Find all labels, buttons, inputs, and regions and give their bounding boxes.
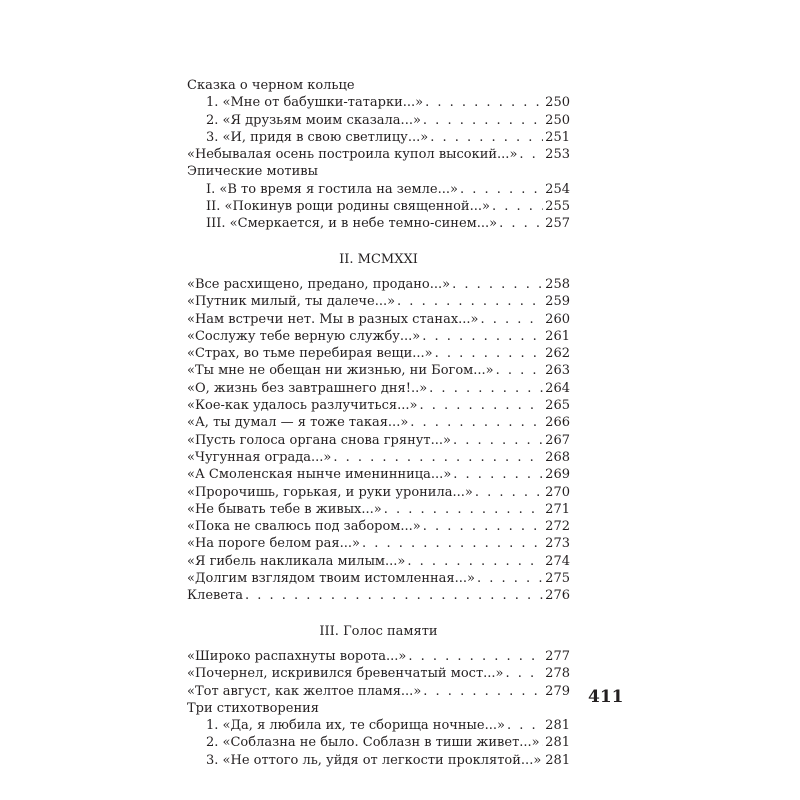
dot-leader (423, 683, 543, 700)
entry-page: 264 (545, 380, 570, 396)
toc-entry (187, 484, 570, 501)
entry-title: 1. «Да, я любила их, те сборища ночные...» (206, 718, 505, 734)
toc-entry (187, 535, 570, 552)
dot-leader (362, 535, 543, 552)
toc-entry (187, 345, 570, 362)
entry-title: «На пороге белом рая...» (187, 536, 360, 552)
dot-leader (423, 518, 543, 535)
entry-title: «Почернел, искривился бревенчатый мост...» (187, 666, 504, 682)
dot-leader (519, 146, 543, 163)
entry-title: 3. «Не оттого ль, уйдя от легкости проклятой...» (206, 752, 542, 768)
dot-leader (481, 311, 544, 328)
entry-title: III. «Смеркается, и в небе темно-синем...» (206, 216, 498, 232)
toc-entry (187, 717, 570, 734)
entry-title: «А, ты думал — я тоже такая...» (187, 415, 409, 431)
section-title: III. Голос памяти (319, 623, 438, 639)
toc-entry (187, 414, 570, 431)
dot-leader (505, 665, 543, 682)
dot-leader (423, 112, 543, 129)
entry-title: «Долгим взглядом твоим истомленная...» (187, 571, 475, 587)
page-number: 411 (588, 687, 624, 707)
entry-title: «Нам встречи нет. Мы в разных станах...» (187, 311, 479, 327)
entry-page: 253 (545, 147, 570, 163)
toc-entry (187, 276, 570, 293)
toc-entry (187, 665, 570, 682)
toc-entry (187, 683, 570, 700)
section-title: II. MCMXXI (339, 251, 418, 267)
entry-title: I. «В то время я гостила на земле...» (206, 181, 458, 197)
entry-page: 255 (545, 199, 570, 215)
toc-heading: Три стихотворения (187, 700, 319, 716)
dot-leader (407, 553, 543, 570)
dot-leader (425, 94, 543, 111)
toc-entry (187, 146, 570, 163)
dot-leader (453, 432, 543, 449)
dot-leader (492, 198, 543, 215)
entry-page: 271 (545, 501, 570, 517)
dot-leader (422, 328, 543, 345)
entry-page: 262 (545, 346, 570, 362)
toc-entry (187, 752, 570, 769)
dot-leader (429, 380, 543, 397)
dot-leader (245, 587, 543, 604)
dot-leader (460, 181, 543, 198)
entry-title: «О, жизнь без завтрашнего дня!..» (187, 380, 428, 396)
entry-title: 3. «И, придя в свою светлицу...» (206, 129, 429, 145)
entry-page: 272 (545, 519, 570, 535)
toc-entry (187, 501, 570, 518)
dot-leader (453, 466, 543, 483)
entry-title: «Широко распахнуты ворота...» (187, 648, 407, 664)
entry-title: 2. «Я друзьям моим сказала...» (206, 112, 421, 128)
dot-leader (475, 484, 543, 501)
toc-entry (187, 328, 570, 345)
entry-page: 251 (545, 129, 570, 145)
entry-page: 269 (545, 467, 570, 483)
toc-entry (187, 181, 570, 198)
entry-page: 270 (545, 484, 570, 500)
dot-leader (410, 414, 543, 431)
entry-page: 261 (545, 328, 570, 344)
toc-entry (187, 380, 570, 397)
entry-title: «Я гибель накликала милым...» (187, 553, 406, 569)
dot-leader (419, 397, 543, 414)
dot-leader (477, 570, 543, 587)
toc-entry (187, 215, 570, 232)
entry-page: 266 (545, 415, 570, 431)
entry-page: 259 (545, 294, 570, 310)
entry-page: 279 (545, 683, 570, 699)
entry-page: 258 (545, 276, 570, 292)
entry-page: 281 (545, 735, 570, 751)
dot-leader (452, 276, 543, 293)
toc-entry (187, 466, 570, 483)
entry-title: Клевета (187, 588, 243, 604)
toc-entry (187, 570, 570, 587)
toc-entry (187, 587, 570, 604)
entry-title: «Пророчишь, горькая, и руки уронила...» (187, 484, 473, 500)
entry-page: 274 (545, 553, 570, 569)
entry-page: 250 (545, 112, 570, 128)
dot-leader (542, 734, 544, 751)
toc-entry (187, 397, 570, 414)
entry-title: «Страх, во тьме перебирая вещи...» (187, 346, 433, 362)
dot-leader (496, 362, 544, 379)
entry-page: 273 (545, 536, 570, 552)
toc-entry (187, 129, 570, 146)
entry-page: 281 (545, 752, 571, 768)
toc-entry (187, 734, 570, 751)
entry-page: 275 (545, 571, 570, 587)
entry-page: 267 (545, 432, 570, 448)
toc-entry (187, 293, 570, 310)
toc-entry (187, 112, 570, 129)
toc-entry (187, 518, 570, 535)
entry-title: «Пусть голоса органа снова грянут...» (187, 432, 451, 448)
toc-entry (187, 553, 570, 570)
toc-entry (187, 648, 570, 665)
entry-title: «Небывалая осень построила купол высокий...» (187, 147, 518, 163)
entry-title: «Не бывать тебе в живых...» (187, 501, 382, 517)
entry-page: 277 (545, 648, 570, 664)
toc-entry (187, 432, 570, 449)
entry-title: «Путник милый, ты далече...» (187, 294, 396, 310)
entry-page: 281 (545, 718, 570, 734)
entry-title: «Все расхищено, предано, продано...» (187, 276, 451, 292)
entry-title: «Пока не свалюсь под забором...» (187, 519, 421, 535)
dot-leader (507, 717, 543, 734)
entry-page: 263 (545, 363, 570, 379)
entry-title: «Ты мне не обещан ни жизнью, ни Богом...» (187, 363, 494, 379)
toc-heading: Эпические мотивы (187, 164, 318, 180)
entry-page: 260 (545, 311, 570, 327)
entry-page: 265 (545, 398, 570, 414)
dot-leader (333, 449, 543, 466)
entry-page: 250 (545, 95, 570, 111)
dot-leader (430, 129, 543, 146)
entry-page: 257 (545, 216, 570, 232)
toc-heading: Сказка о черном кольце (187, 78, 355, 93)
entry-page: 276 (545, 588, 570, 604)
entry-title: 1. «Мне от бабушки-татарки...» (206, 95, 424, 111)
entry-title: II. «Покинув рощи родины священной...» (206, 199, 490, 215)
dot-leader (408, 648, 543, 665)
entry-title: «Сослужу тебе верную службу...» (187, 328, 421, 344)
entry-page: 278 (545, 666, 570, 682)
toc-entry (187, 198, 570, 215)
table-of-contents (187, 77, 570, 769)
entry-page: 268 (545, 449, 570, 465)
toc-entry (187, 362, 570, 379)
entry-title: «А Смоленская нынче именинница...» (187, 467, 452, 483)
dot-leader (384, 501, 543, 518)
dot-leader (499, 215, 543, 232)
entry-title: «Кое-как удалось разлучиться...» (187, 398, 418, 414)
toc-entry (187, 94, 570, 111)
entry-page: 254 (545, 181, 570, 197)
entry-title: «Чугунная ограда...» (187, 449, 332, 465)
entry-title: 2. «Соблазна не было. Соблазн в тиши живет...» (206, 735, 540, 751)
toc-entry (187, 449, 570, 466)
entry-title: «Тот август, как желтое пламя...» (187, 683, 422, 699)
dot-leader (397, 293, 543, 310)
dot-leader (435, 345, 544, 362)
toc-entry (187, 311, 570, 328)
